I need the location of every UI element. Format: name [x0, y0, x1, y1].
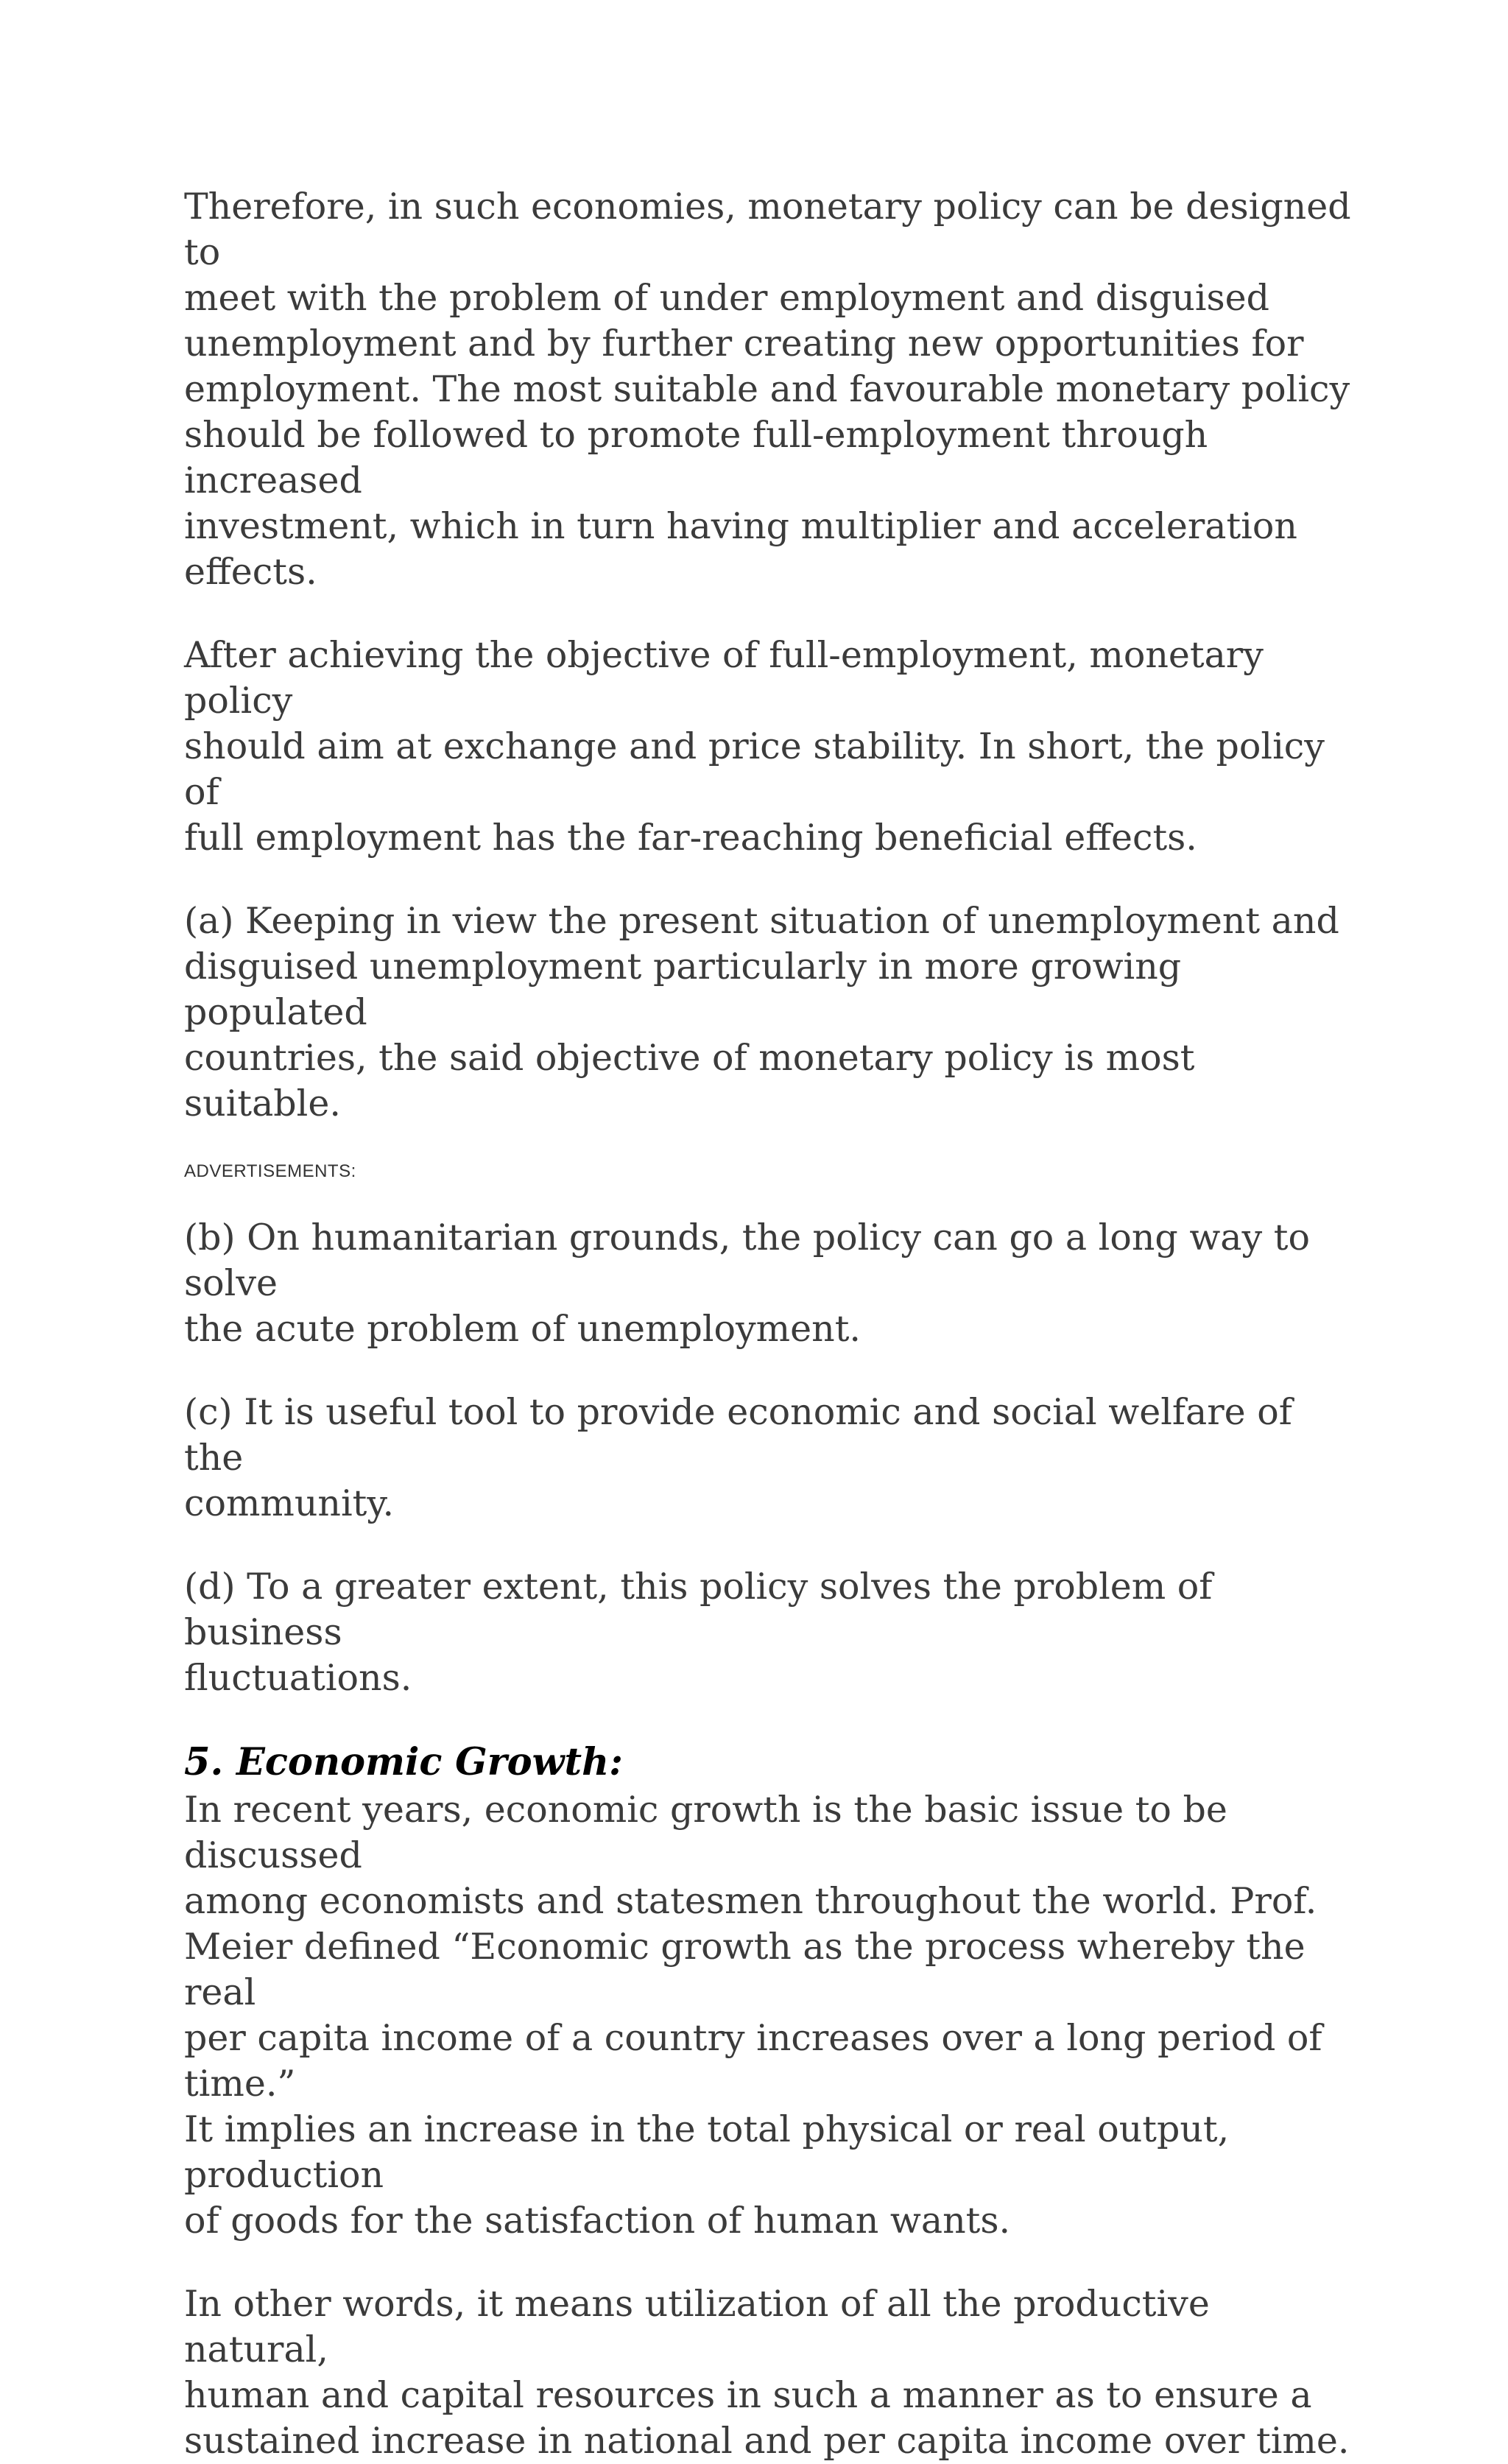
paragraph-point-d: (d) To a greater extent, this policy solves the problem of business fluctuations.: [184, 1566, 1213, 1699]
article-body: [184, 184, 1362, 2464]
section-heading-economic-growth: 5. Economic Growth:: [184, 1740, 623, 1784]
paragraph-full-employment-objective: After achieving the objective of full-employment, monetary policy should aim at exchange and price stability. In short, the policy of full employment has the far-reaching beneficial effects.: [184, 634, 1325, 859]
paragraph-point-a: (a) Keeping in view the present situation of unemployment and disguised unemployment particularly in more growing populated countries, the said objective of monetary policy is most suitable.: [184, 900, 1339, 1124]
paragraph-point-c: (c) It is useful tool to provide economic and social welfare of the community.: [184, 1391, 1292, 1524]
paragraph-point-b: (b) On humanitarian grounds, the policy can go a long way to solve the acute problem of unemployment.: [184, 1217, 1310, 1350]
advertisements-label: ADVERTISEMENTS:: [184, 1161, 356, 1181]
paragraph-economic-growth-definition: In recent years, economic growth is the basic issue to be discussed among economists and statesmen throughout the world. Prof. Meier defined “Economic growth as the process whereby the real per capita income of a country increases over a long period of time.” It implies an increase in the total physical or real output, production of goods for the satisfaction of human wants.: [184, 1789, 1322, 2242]
paragraph-resource-utilization: In other words, it means utilization of all the productive natural, human and capital resources in such a manner as to ensure a sustained increase in national and per capita income over time.: [184, 2283, 1350, 2462]
paragraph-monetary-policy-employment: Therefore, in such economies, monetary policy can be designed to meet with the problem of under employment and disguised unemployment and by further creating new opportunities for employment. The most suitable and favourable monetary policy should be followed to promote full-employment through increased investment, which in turn having multiplier and acceleration effects.: [184, 186, 1351, 593]
